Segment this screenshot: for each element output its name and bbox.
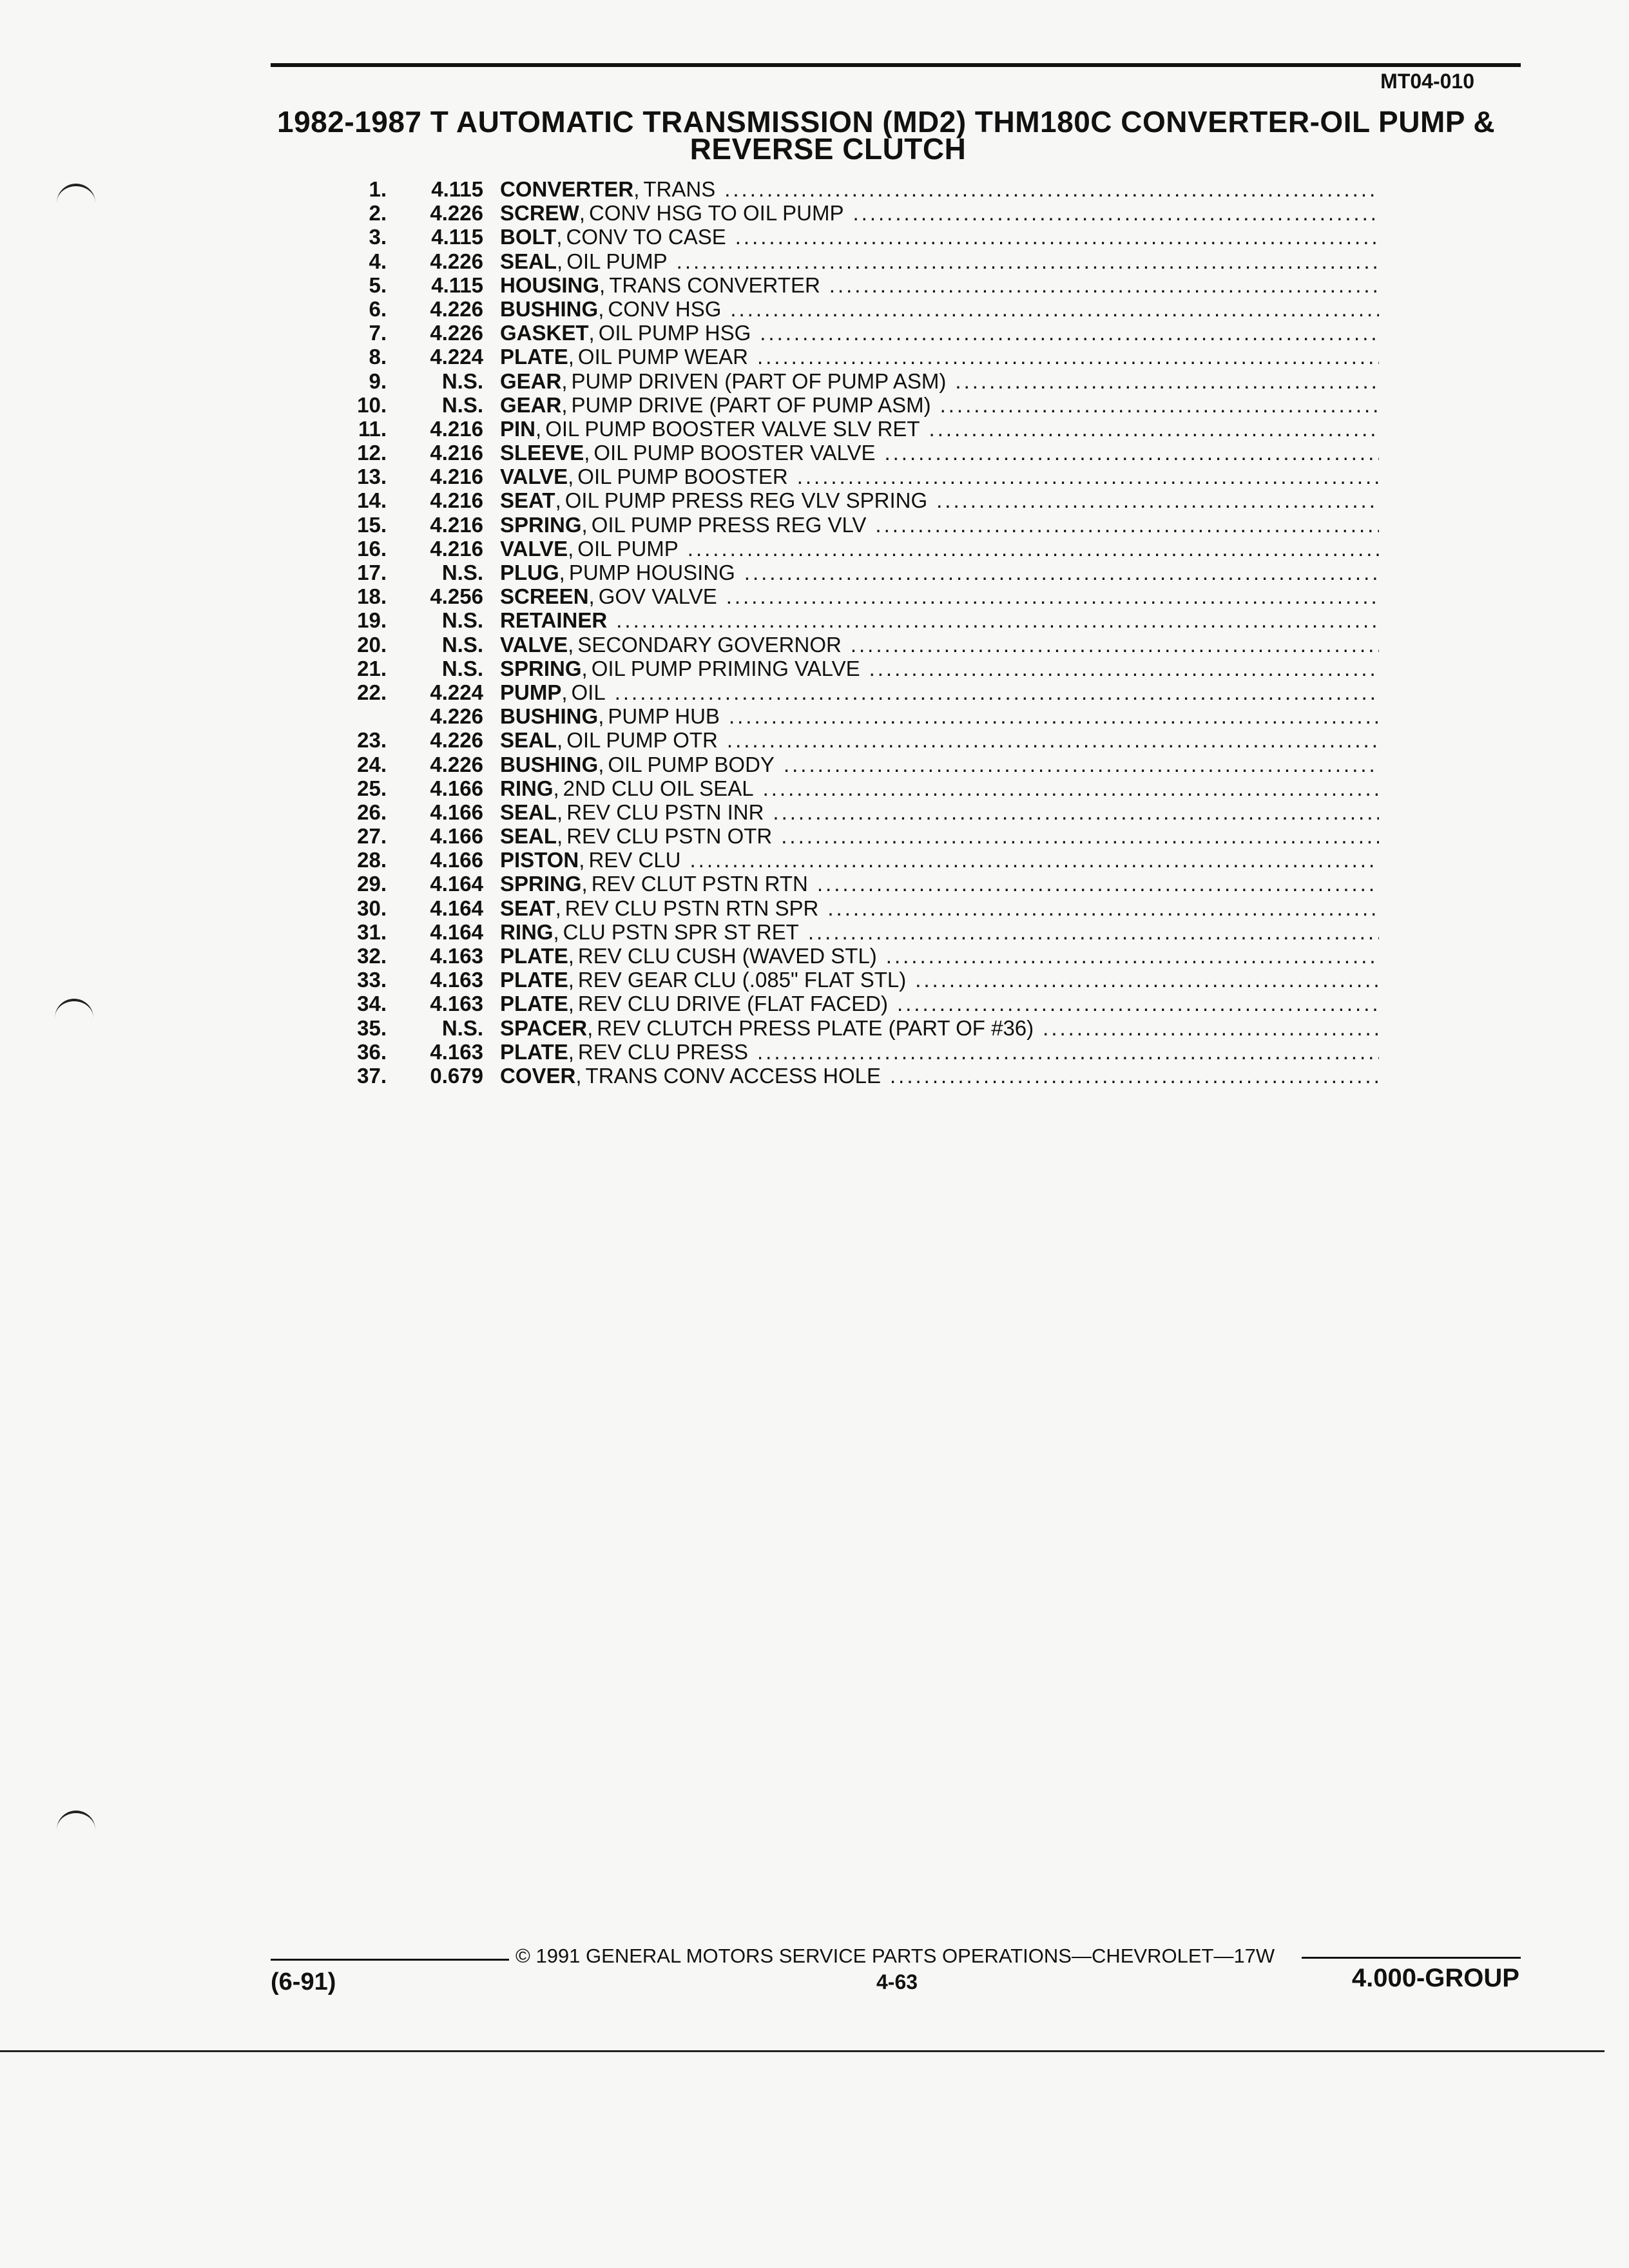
group-number: 4.115 [431, 273, 483, 297]
leader-dots [729, 704, 1379, 728]
part-number: 17. [357, 561, 387, 584]
group-number: 4.216 [430, 416, 483, 441]
part-row [335, 321, 1379, 345]
part-row [335, 608, 1379, 632]
group-number: N.S. [441, 561, 483, 584]
part-row [335, 225, 1379, 249]
group-number: 4.224 [430, 680, 483, 704]
part-description: OIL PUMP BOOSTER [577, 465, 788, 489]
part-row [335, 1016, 1379, 1040]
group-number: 4.164 [430, 896, 483, 920]
part-row [335, 273, 1379, 297]
name-separator: , [584, 441, 590, 465]
leader-dots [760, 321, 1379, 345]
leader-dots [929, 417, 1379, 441]
part-description: REV CLU PSTN OTR [566, 824, 773, 849]
name-separator: , [535, 416, 542, 441]
part-name: SPRING [500, 656, 582, 680]
name-separator: , [599, 273, 606, 297]
leader-dots [726, 584, 1379, 608]
name-separator: , [568, 345, 574, 369]
leader-dots [735, 225, 1379, 249]
part-number: 21. [357, 656, 387, 680]
name-separator: , [588, 321, 595, 345]
part-number: 8. [369, 345, 387, 369]
group-number: N.S. [441, 369, 483, 393]
name-separator: , [557, 800, 563, 824]
name-separator: , [568, 968, 574, 992]
part-row [335, 848, 1379, 872]
leader-dots [940, 393, 1379, 417]
part-name: HOUSING [500, 273, 600, 297]
group-number: 4.226 [430, 728, 483, 753]
group-label: 4.000-GROUP [1351, 1964, 1519, 1992]
part-number: 18. [357, 584, 387, 609]
leader-dots [677, 249, 1379, 273]
part-number: 26. [357, 800, 387, 824]
name-separator: , [557, 824, 563, 849]
part-row [335, 345, 1379, 369]
part-name: SCREEN [500, 584, 589, 609]
name-separator: , [553, 919, 559, 944]
name-separator: , [568, 944, 574, 968]
name-separator: , [598, 296, 604, 321]
part-name: CONVERTER [500, 177, 634, 201]
part-description: OIL PUMP HSG [598, 321, 751, 345]
leader-dots [724, 177, 1379, 201]
part-row [335, 800, 1379, 824]
group-number: N.S. [441, 392, 483, 417]
part-name: BUSHING [500, 296, 599, 321]
part-name: PLATE [500, 968, 568, 992]
leader-dots [763, 776, 1379, 800]
part-row [335, 537, 1379, 561]
leader-dots [784, 753, 1379, 776]
leader-dots [616, 608, 1379, 632]
part-row [335, 369, 1379, 393]
part-number: 4. [369, 249, 387, 273]
group-number: 4.115 [431, 225, 483, 249]
part-name: PLATE [500, 992, 568, 1016]
part-row [335, 584, 1379, 608]
name-separator: , [557, 249, 563, 273]
group-number: 4.166 [430, 776, 483, 800]
leader-dots [875, 513, 1379, 537]
part-number: 27. [357, 824, 387, 849]
part-number: 31. [357, 919, 387, 944]
part-description: PUMP DRIVEN (PART OF PUMP ASM) [571, 369, 947, 393]
name-separator: , [568, 536, 574, 561]
part-number: 14. [357, 488, 387, 513]
leader-dots [757, 345, 1379, 369]
name-separator: , [581, 512, 588, 537]
part-number: 32. [357, 944, 387, 968]
part-name: VALVE [500, 632, 568, 657]
group-number: 4.164 [430, 919, 483, 944]
group-number: 4.216 [430, 441, 483, 465]
part-row [335, 680, 1379, 704]
part-name: PLATE [500, 944, 568, 968]
group-number: 4.166 [430, 848, 483, 872]
part-row [335, 1064, 1379, 1088]
group-number: 4.226 [430, 296, 483, 321]
leader-dots [827, 896, 1379, 920]
part-row [335, 297, 1379, 321]
part-description: REV CLU PSTN INR [566, 800, 764, 824]
name-separator: , [579, 848, 585, 872]
part-description: OIL PUMP PRIMING VALVE [591, 656, 860, 680]
leader-dots [915, 968, 1379, 992]
name-separator: , [559, 561, 565, 584]
part-name: BOLT [500, 225, 557, 249]
leader-dots [689, 848, 1379, 872]
part-description: REV CLU DRIVE (FLAT FACED) [577, 992, 888, 1016]
name-separator: , [553, 776, 559, 800]
name-separator: , [556, 225, 563, 249]
part-number: 5. [369, 273, 387, 297]
part-number: 22. [357, 680, 387, 704]
group-number: 4.163 [430, 968, 483, 992]
part-row [335, 657, 1379, 680]
leader-dots [688, 537, 1379, 561]
part-number: 23. [357, 728, 387, 753]
revision-date: (6-91) [271, 1968, 336, 1995]
name-separator: , [561, 392, 568, 417]
leader-dots [817, 872, 1379, 896]
group-number: 4.164 [430, 872, 483, 896]
leader-dots [781, 824, 1379, 848]
part-row [335, 776, 1379, 800]
group-number: 4.216 [430, 512, 483, 537]
part-description: REV CLU [588, 848, 681, 872]
part-number: 15. [357, 512, 387, 537]
leader-dots [955, 369, 1379, 393]
group-number: 4.226 [430, 249, 483, 273]
name-separator: , [581, 656, 588, 680]
part-description: CONV HSG [608, 296, 722, 321]
group-number: 0.679 [430, 1063, 483, 1088]
part-row [335, 872, 1379, 896]
group-number: 4.224 [430, 345, 483, 369]
part-name: SEAL [500, 824, 557, 849]
leader-dots [853, 201, 1379, 225]
part-description: 2ND CLU OIL SEAL [563, 776, 754, 800]
group-number: N.S. [441, 608, 483, 633]
leader-dots [884, 441, 1379, 465]
part-number: 3. [369, 225, 387, 249]
part-description: PUMP HUB [608, 704, 720, 729]
part-description: OIL PUMP WEAR [577, 345, 748, 369]
part-number: 33. [357, 968, 387, 992]
name-separator: , [557, 728, 563, 753]
part-row [335, 417, 1379, 441]
name-separator: , [561, 369, 568, 393]
group-number: 4.226 [430, 704, 483, 729]
part-row [335, 465, 1379, 488]
part-name: SEAT [500, 488, 555, 513]
name-separator: , [575, 1063, 582, 1088]
part-description: REV CLUT PSTN RTN [591, 872, 808, 896]
leader-dots [757, 1040, 1379, 1064]
name-separator: , [587, 1015, 593, 1040]
name-separator: , [588, 584, 595, 609]
name-separator: , [581, 872, 588, 896]
part-name: PLATE [500, 1039, 568, 1064]
part-row [335, 561, 1379, 584]
part-name: BUSHING [500, 704, 599, 729]
part-number: 20. [357, 632, 387, 657]
part-number: 1. [369, 177, 387, 201]
part-description: REV CLUTCH PRESS PLATE (PART OF #36) [597, 1015, 1034, 1040]
part-row [335, 441, 1379, 465]
part-name: BUSHING [500, 752, 599, 776]
document-code: MT04-010 [1380, 70, 1474, 93]
binder-mark [55, 999, 93, 1021]
part-number: 24. [357, 752, 387, 776]
part-row [335, 177, 1379, 201]
part-description: OIL PUMP OTR [566, 728, 718, 753]
part-row [335, 753, 1379, 776]
part-row [335, 992, 1379, 1015]
part-number: 25. [357, 776, 387, 800]
name-separator: , [598, 752, 604, 776]
part-number: 6. [369, 296, 387, 321]
part-row [335, 633, 1379, 657]
page-title [277, 105, 1527, 166]
group-number: 4.163 [430, 992, 483, 1016]
part-row [335, 249, 1379, 273]
part-row [335, 920, 1379, 944]
part-name: VALVE [500, 465, 568, 489]
part-number: 34. [357, 992, 387, 1016]
leader-dots [897, 992, 1379, 1015]
part-number: 11. [358, 416, 387, 441]
part-name: PISTON [500, 848, 579, 872]
name-separator: , [598, 704, 604, 729]
part-name: SLEEVE [500, 441, 584, 465]
group-number: N.S. [441, 632, 483, 657]
part-name: RING [500, 919, 554, 944]
group-number: 4.166 [430, 824, 483, 849]
part-name: RETAINER [500, 608, 608, 633]
leader-dots [886, 944, 1379, 968]
part-description: REV CLU CUSH (WAVED STL) [577, 944, 877, 968]
part-number: 35. [357, 1015, 387, 1040]
part-number: 28. [357, 848, 387, 872]
binder-mark [57, 184, 95, 206]
name-separator: , [568, 632, 574, 657]
part-name: SCREW [500, 201, 579, 226]
name-separator: , [561, 680, 568, 704]
leader-dots [615, 680, 1379, 704]
leader-dots [744, 561, 1379, 584]
leader-dots [869, 657, 1379, 680]
leader-dots [829, 273, 1379, 297]
part-number: 16. [357, 536, 387, 561]
part-row [335, 944, 1379, 968]
leader-dots [1043, 1016, 1379, 1040]
group-number: N.S. [441, 656, 483, 680]
part-description: OIL PUMP PRESS REG VLV SPRING [564, 488, 928, 513]
part-description: TRANS [643, 177, 716, 201]
part-row [335, 393, 1379, 417]
part-number: 36. [357, 1039, 387, 1064]
part-name: SPRING [500, 872, 582, 896]
part-description: PUMP DRIVE (PART OF PUMP ASM) [571, 392, 931, 417]
part-row [335, 824, 1379, 848]
group-number: 4.163 [430, 1039, 483, 1064]
part-name: GEAR [500, 369, 562, 393]
part-name: RING [500, 776, 554, 800]
part-number: 37. [357, 1063, 387, 1088]
leader-dots [797, 465, 1379, 488]
name-separator: , [555, 896, 561, 920]
part-name: SEAL [500, 800, 557, 824]
name-separator: , [579, 201, 586, 226]
part-description: SECONDARY GOVERNOR [577, 632, 842, 657]
group-number: 4.216 [430, 465, 483, 489]
part-number: 29. [357, 872, 387, 896]
group-number: 4.163 [430, 944, 483, 968]
name-separator: , [568, 1039, 574, 1064]
part-name: SEAL [500, 728, 557, 753]
part-number: 2. [369, 201, 387, 226]
part-name: COVER [500, 1063, 576, 1088]
part-name: SPRING [500, 512, 582, 537]
name-separator: , [633, 177, 640, 201]
group-number: 4.166 [430, 800, 483, 824]
group-number: 4.226 [430, 321, 483, 345]
leader-dots [773, 800, 1379, 824]
footer-rule [271, 1959, 509, 1961]
part-name: SEAT [500, 896, 555, 920]
part-number: 9. [369, 369, 387, 393]
part-description: OIL PUMP BODY [608, 752, 775, 776]
leader-dots [936, 488, 1379, 512]
part-description: CLU PSTN SPR ST RET [563, 919, 799, 944]
group-number: N.S. [441, 1015, 483, 1040]
part-number: 13. [357, 465, 387, 489]
part-name: PIN [500, 416, 536, 441]
part-number: 19. [357, 608, 387, 633]
part-description: GOV VALVE [598, 584, 717, 609]
copyright-notice: © 1991 GENERAL MOTORS SERVICE PARTS OPERATIONS—CHEVROLET—17W [516, 1945, 1275, 1967]
part-description: TRANS CONV ACCESS HOLE [585, 1063, 881, 1088]
part-description: CONV HSG TO OIL PUMP [589, 201, 844, 226]
title-line-2: REVERSE CLUTCH [689, 132, 967, 166]
binder-mark [57, 1811, 95, 1832]
part-name: SEAL [500, 249, 557, 273]
part-description: OIL PUMP [566, 249, 668, 273]
part-name: GASKET [500, 321, 589, 345]
group-number: 4.216 [430, 536, 483, 561]
name-separator: , [555, 488, 561, 513]
part-number: 30. [357, 896, 387, 920]
part-number: 12. [357, 441, 387, 465]
part-description: REV CLU PRESS [577, 1039, 748, 1064]
part-row [335, 896, 1379, 920]
part-number: 7. [369, 321, 387, 345]
bottom-rule [0, 2050, 1605, 2052]
parts-list [335, 177, 1379, 1088]
group-number: 4.115 [431, 177, 483, 201]
footer-rule [1302, 1957, 1521, 1959]
leader-dots [808, 920, 1379, 944]
group-number: 4.216 [430, 488, 483, 513]
part-description: OIL PUMP BOOSTER VALVE SLV RET [545, 416, 920, 441]
header-rule [271, 63, 1521, 67]
title-line-1: 1982-1987 T AUTOMATIC TRANSMISSION (MD2) THM180C CONVERTER-OIL PUMP & [277, 105, 1496, 139]
leader-dots [727, 728, 1379, 752]
part-number: 10. [357, 392, 387, 417]
leader-dots [851, 633, 1379, 657]
part-name: SPACER [500, 1015, 588, 1040]
part-description: OIL PUMP BOOSTER VALVE [593, 441, 876, 465]
part-description: REV GEAR CLU (.085" FLAT STL) [577, 968, 907, 992]
part-name: PLUG [500, 561, 559, 584]
part-row [335, 488, 1379, 512]
part-row [335, 968, 1379, 992]
part-description: REV CLU PSTN RTN SPR [564, 896, 819, 920]
name-separator: , [568, 992, 574, 1016]
leader-dots [730, 297, 1379, 321]
page-number: 4-63 [876, 1970, 918, 1994]
part-row [335, 201, 1379, 225]
part-row [335, 1040, 1379, 1064]
part-description: OIL [571, 680, 606, 704]
group-number: 4.226 [430, 752, 483, 776]
leader-dots [890, 1064, 1379, 1088]
part-name: PUMP [500, 680, 562, 704]
part-description: PUMP HOUSING [568, 561, 735, 584]
part-description: OIL PUMP PRESS REG VLV [591, 512, 867, 537]
part-row [335, 728, 1379, 752]
part-description: CONV TO CASE [566, 225, 726, 249]
part-row [335, 704, 1379, 728]
part-name: GEAR [500, 392, 562, 417]
part-row [335, 513, 1379, 537]
group-number: 4.226 [430, 201, 483, 226]
group-number: 4.256 [430, 584, 483, 609]
name-separator: , [568, 465, 574, 489]
part-name: PLATE [500, 345, 568, 369]
part-description: TRANS CONVERTER [609, 273, 820, 297]
part-name: VALVE [500, 536, 568, 561]
part-description: OIL PUMP [577, 536, 679, 561]
